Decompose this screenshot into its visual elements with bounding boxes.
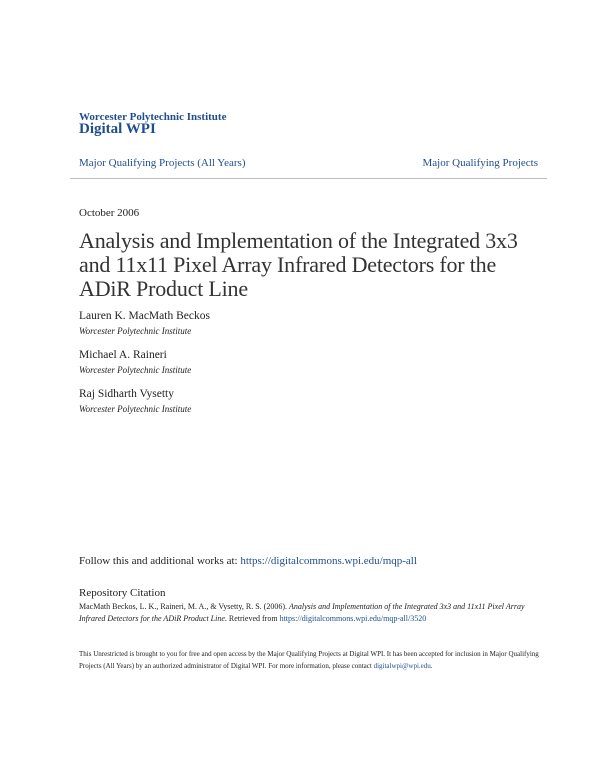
contact-email-link[interactable]: digitalwpi@wpi.edu [373, 662, 431, 670]
access-notice [79, 648, 539, 672]
author-affiliation: Worcester Polytechnic Institute [79, 326, 192, 336]
follow-prefix: Follow this and additional works at: [79, 555, 238, 567]
author-affiliation: Worcester Polytechnic Institute [79, 365, 192, 375]
nav-link-all-years[interactable]: Major Qualifying Projects (All Years) [79, 157, 246, 169]
citation-link[interactable]: https://digitalcommons.wpi.edu/mqp-all/3520 [279, 614, 427, 623]
notice-text: This Unrestricted is brought to you for free and open access by the Major Qualifying Projects at Digital WPI. It has been accepted for inclusion in Major Qualifying Projects (All Years) by an authorized administrator of Digital WPI. For more information, please contact [79, 650, 539, 670]
author-affiliation: Worcester Polytechnic Institute [79, 404, 192, 414]
citation-text [79, 601, 539, 625]
nav-link-mqp[interactable]: Major Qualifying Projects [422, 157, 538, 169]
follow-line [79, 555, 417, 567]
site-brand[interactable]: Digital WPI [79, 121, 156, 137]
follow-link[interactable]: https://digitalcommons.wpi.edu/mqp-all [240, 555, 417, 567]
publication-date: October 2006 [79, 207, 140, 219]
citation-retrieved: . Retrieved from [224, 614, 278, 623]
author-name: Michael A. Raineri [79, 349, 167, 361]
header-divider [70, 178, 547, 179]
citation-heading: Repository Citation [79, 587, 166, 599]
citation-title: Analysis and Implementation of the Integrated 3x3 and 11x11 Pixel Array Infrared Detectors for the ADiR Product Line [79, 602, 525, 623]
citation-authors: MacMath Beckos, L. K., Raineri, M. A., & Vysetty, R. S. (2006). [79, 602, 287, 611]
paper-title: Analysis and Implementation of the Integrated 3x3 and 11x11 Pixel Array Infrared Detectors for the ADiR Product Line [79, 228, 518, 301]
notice-end: . [430, 662, 433, 670]
author-name: Raj Sidharth Vysetty [79, 388, 174, 400]
institution-name: Worcester Polytechnic Institute [79, 111, 227, 123]
author-name: Lauren K. MacMath Beckos [79, 310, 210, 322]
